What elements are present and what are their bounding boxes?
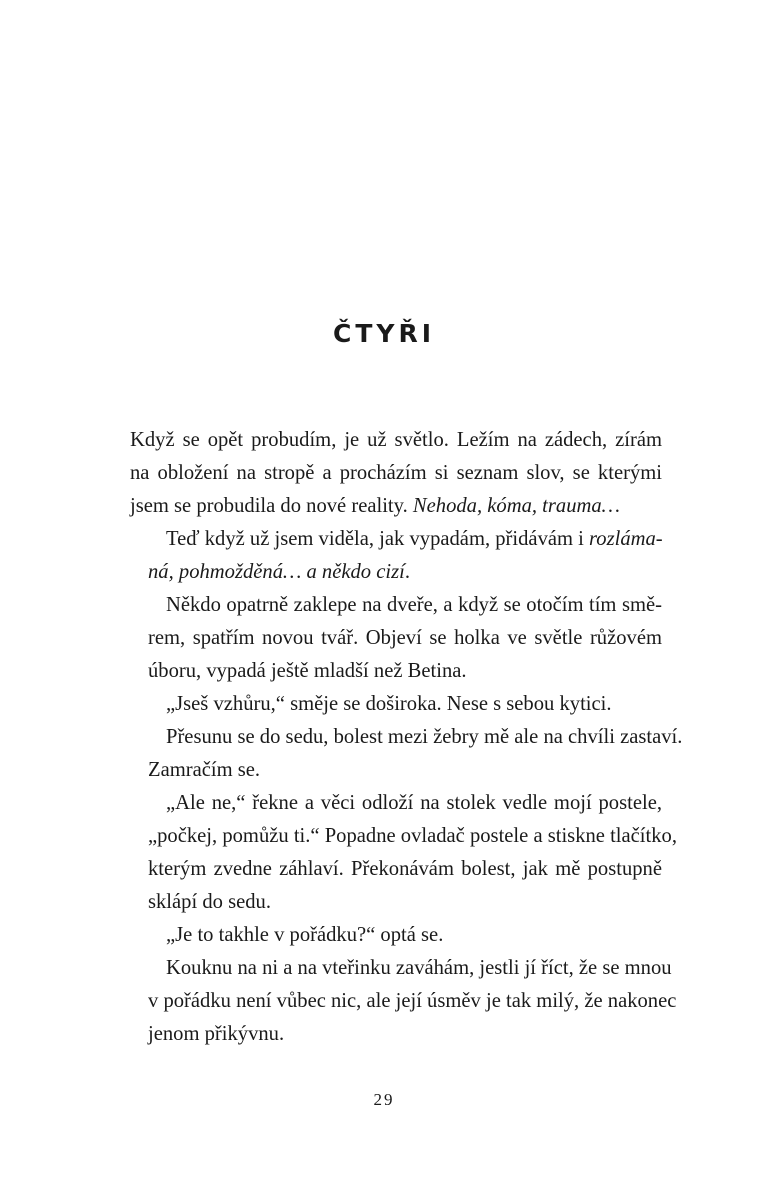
text-segment: na obložení na stropě a procházím si seznam slov, se kterými [130, 462, 662, 484]
text-line [130, 919, 662, 952]
text-line [130, 490, 662, 523]
text-segment: rem, spatřím novou tvář. Objeví se holka ve světle růžovém [148, 627, 662, 649]
text-segment: „Ale ne,“ řekne a věci odloží na stolek vedle mojí postele, [166, 792, 662, 814]
text-line [130, 1018, 662, 1051]
paragraph [130, 688, 662, 721]
italic-text-segment: Nehoda, kóma, trauma… [412, 495, 620, 517]
italic-text-segment: ná, pohmožděná… a někdo cizí [148, 561, 405, 583]
text-line [130, 688, 662, 721]
text-line [130, 985, 677, 1018]
text-segment: . [404, 561, 410, 583]
paragraph [130, 523, 662, 589]
text-line [130, 556, 662, 589]
text-segment: kterým zvedne záhlaví. Překonávám bolest, jak mě postupně [148, 858, 662, 880]
paragraph [130, 787, 677, 919]
text-segment: Teď když už jsem viděla, jak vypadám, přidávám i [166, 528, 590, 550]
text-line [130, 853, 662, 886]
text-line [130, 622, 662, 655]
text-line [130, 655, 662, 688]
text-line [130, 820, 677, 853]
text-line [130, 754, 662, 787]
text-segment: jsem se probudila do nové reality. [130, 495, 413, 517]
text-segment: „Je to takhle v pořádku?“ optá se. [166, 924, 444, 946]
paragraph [130, 424, 662, 523]
text-line [130, 457, 662, 490]
text-line [130, 787, 662, 820]
text-segment: Někdo opatrně zaklepe na dveře, a když se otočím tím smě- [166, 594, 662, 616]
paragraph [130, 721, 683, 787]
text-line [130, 952, 672, 985]
text-segment: Přesunu se do sedu, bolest mezi žebry mě ale na chvíli zastaví. [166, 726, 683, 748]
paragraph [130, 919, 662, 952]
text-segment: úboru, vypadá ještě mladší než Betina. [148, 660, 467, 682]
chapter-title: ČTYŘI [332, 319, 436, 348]
page-number: 29 [373, 1090, 395, 1109]
paragraph [130, 952, 677, 1051]
text-line [130, 886, 662, 919]
text-segment: sklápí do sedu. [148, 891, 271, 913]
text-line [130, 424, 662, 457]
text-line [130, 721, 683, 754]
italic-text-segment: rozláma- [589, 528, 663, 550]
text-segment: „počkej, pomůžu ti.“ Popadne ovladač postele a stiskne tlačítko, [148, 825, 677, 847]
text-segment: v pořádku není vůbec nic, ale její úsměv je tak milý, že nakonec [148, 990, 677, 1012]
paragraph [130, 589, 662, 688]
text-segment: Kouknu na ni a na vteřinku zaváhám, jestli jí říct, že se mnou [166, 957, 672, 979]
text-line [130, 523, 662, 556]
text-segment: Když se opět probudím, je už světlo. Ležím na zádech, zírám [130, 429, 662, 451]
text-segment: Zamračím se. [148, 759, 261, 781]
text-segment: jenom přikývnu. [148, 1023, 285, 1045]
text-line [130, 589, 662, 622]
chapter-body-text [130, 424, 683, 1051]
text-segment: „Jseš vzhůru,“ směje se doširoka. Nese s sebou kytici. [166, 693, 612, 715]
